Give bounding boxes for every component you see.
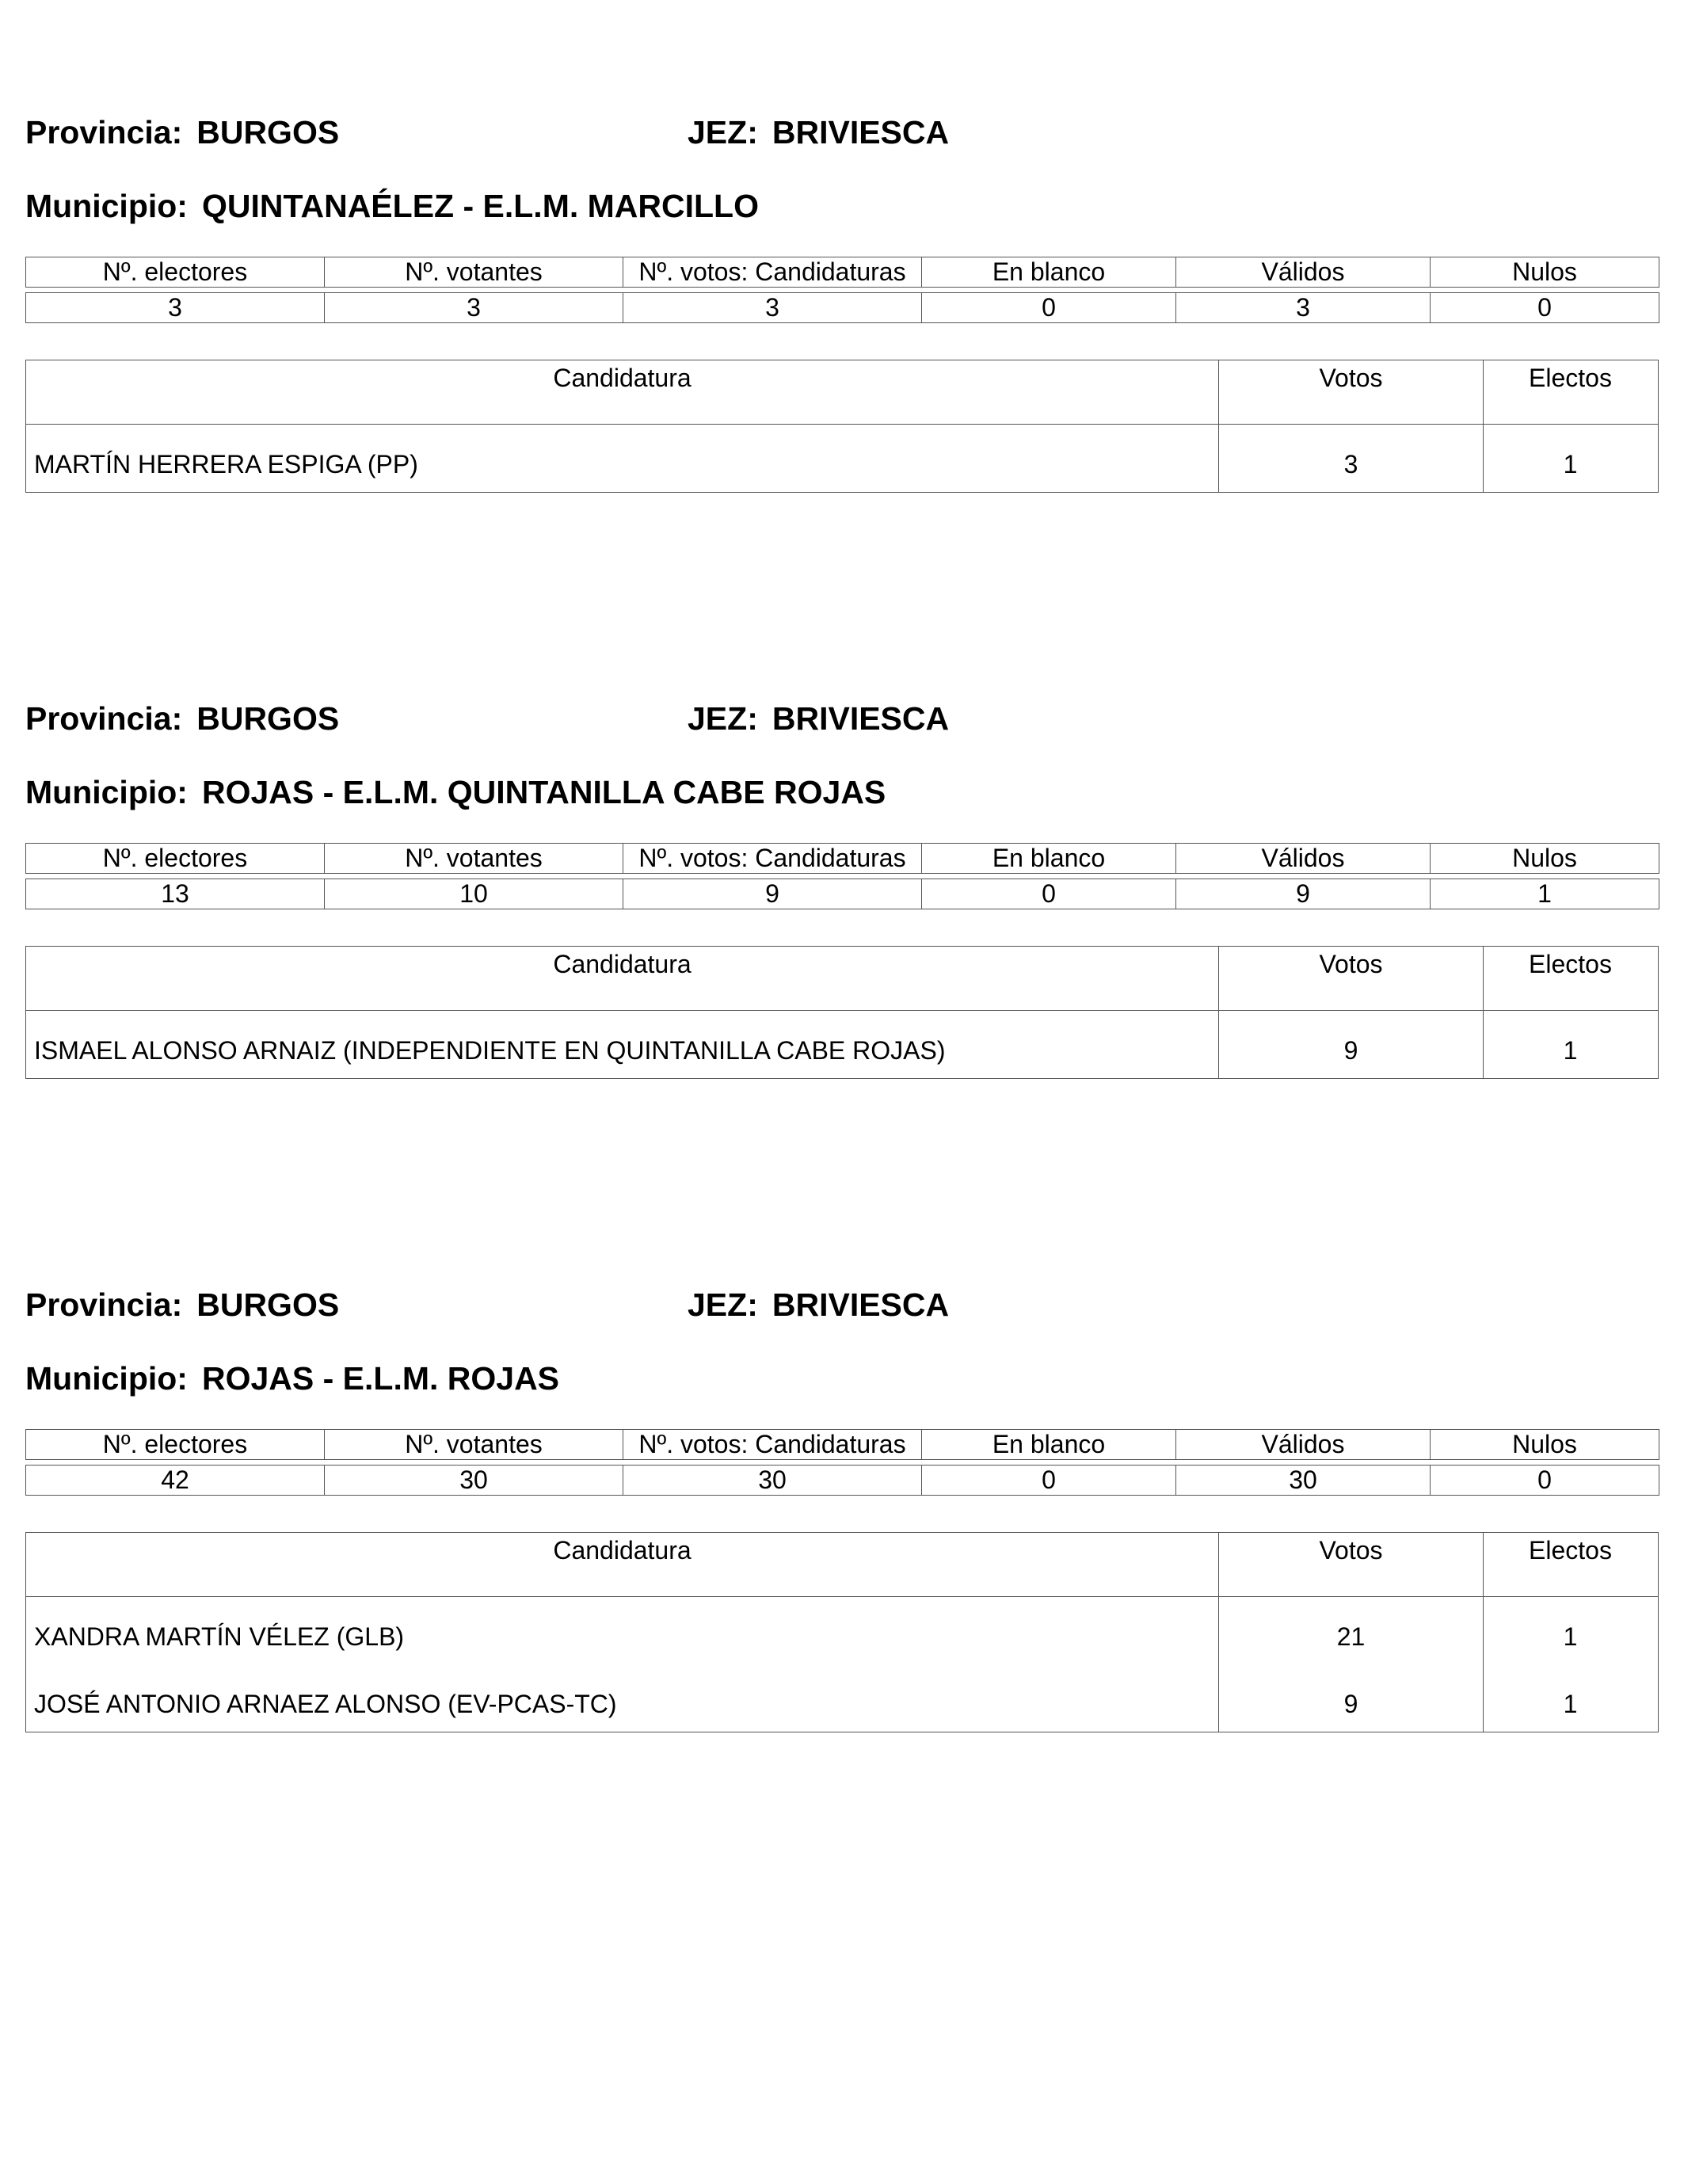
provincia-value: BURGOS <box>196 114 340 151</box>
en-blanco-value: 0 <box>922 879 1176 909</box>
candidate-votos: 21 <box>1218 1597 1483 1664</box>
candidate-votos: 3 <box>1218 425 1483 492</box>
stats-header-cell: Válidos <box>1176 1430 1431 1460</box>
electos-header: Electos <box>1483 1533 1657 1596</box>
votos-candidaturas-value: 9 <box>623 879 922 909</box>
candidate-row <box>26 1011 1658 1078</box>
provincia-label: Provincia: <box>25 1286 183 1323</box>
candidates-table <box>25 1532 1659 1732</box>
municipio-line <box>25 1360 560 1397</box>
candidatura-header: Candidatura <box>553 364 692 392</box>
electores-value: 42 <box>26 1466 325 1496</box>
candidate-row <box>26 1664 1658 1732</box>
stats-header-cell: Nº. votantes <box>325 257 623 288</box>
provincia-label: Provincia: <box>25 700 183 737</box>
candidates-header-row <box>26 360 1658 425</box>
stats-header-cell: Nulos <box>1431 1430 1659 1460</box>
validos-value: 9 <box>1176 879 1431 909</box>
electores-value: 13 <box>26 879 325 909</box>
candidate-name: XANDRA MARTÍN VÉLEZ (GLB) <box>34 1622 405 1651</box>
stats-header-cell: Nº. votantes <box>325 844 623 874</box>
stats-header-cell: Nº. electores <box>26 257 325 288</box>
jez-value: BRIVIESCA <box>772 1286 950 1323</box>
stats-header-cell: Nº. votos: Candidaturas <box>623 1430 922 1460</box>
candidate-electos: 1 <box>1483 1597 1657 1664</box>
electos-header: Electos <box>1483 947 1657 1010</box>
jez-value: BRIVIESCA <box>772 700 950 737</box>
candidatura-header: Candidatura <box>553 1536 692 1565</box>
stats-header-cell: En blanco <box>922 1430 1176 1460</box>
jez-line <box>688 1286 950 1323</box>
stats-header-cell: Nulos <box>1431 844 1659 874</box>
stats-header-cell: Nº. votos: Candidaturas <box>623 257 922 288</box>
en-blanco-value: 0 <box>922 1466 1176 1496</box>
votos-header: Votos <box>1218 360 1483 424</box>
en-blanco-value: 0 <box>922 293 1176 323</box>
provincia-line <box>25 700 340 737</box>
provincia-line <box>25 1286 340 1323</box>
municipio-value: ROJAS - E.L.M. QUINTANILLA CABE ROJAS <box>201 774 886 810</box>
stats-header-cell: Nº. electores <box>26 844 325 874</box>
stats-value-row <box>26 879 1659 909</box>
provincia-value: BURGOS <box>196 1286 340 1323</box>
stats-header-cell: Válidos <box>1176 257 1431 288</box>
municipio-value: ROJAS - E.L.M. ROJAS <box>201 1360 560 1397</box>
stats-table <box>25 257 1659 323</box>
stats-header-cell: En blanco <box>922 844 1176 874</box>
candidates-rows <box>26 1011 1658 1078</box>
candidate-name: ISMAEL ALONSO ARNAIZ (INDEPENDIENTE EN QUINTANILLA CABE ROJAS) <box>34 1036 946 1065</box>
municipio-label: Municipio: <box>25 1360 188 1397</box>
stats-header-cell: En blanco <box>922 257 1176 288</box>
candidatura-header: Candidatura <box>553 950 692 978</box>
stats-table <box>25 843 1659 909</box>
nulos-value: 0 <box>1431 293 1659 323</box>
municipio-value: QUINTANAÉLEZ - E.L.M. MARCILLO <box>201 188 759 224</box>
jez-line <box>688 116 949 149</box>
nulos-value: 1 <box>1431 879 1659 909</box>
candidates-rows <box>26 1597 1658 1732</box>
candidate-electos: 1 <box>1483 425 1657 492</box>
candidate-row <box>26 425 1658 492</box>
nulos-value: 0 <box>1431 1466 1659 1496</box>
votos-candidaturas-value: 3 <box>623 293 922 323</box>
votantes-value: 30 <box>325 1466 623 1496</box>
validos-value: 30 <box>1176 1466 1431 1496</box>
stats-header-cell: Nº. electores <box>26 1430 325 1460</box>
jez-label: JEZ: <box>688 114 758 151</box>
candidate-electos: 1 <box>1483 1664 1657 1732</box>
municipio-line <box>25 190 759 223</box>
stats-header-row <box>26 257 1659 288</box>
candidate-votos: 9 <box>1218 1664 1483 1732</box>
electos-header: Electos <box>1483 360 1657 424</box>
jez-value: BRIVIESCA <box>772 114 950 151</box>
stats-header-cell: Nulos <box>1431 257 1659 288</box>
candidates-header-row <box>26 1533 1658 1597</box>
stats-table <box>25 1429 1659 1496</box>
municipio-label: Municipio: <box>25 774 188 810</box>
jez-line <box>688 700 950 737</box>
municipio-label: Municipio: <box>25 188 188 224</box>
stats-header-row <box>26 844 1659 874</box>
candidate-row <box>26 1597 1658 1664</box>
votantes-value: 3 <box>325 293 623 323</box>
provincia-value: BURGOS <box>196 700 340 737</box>
provincia-label: Provincia: <box>25 114 183 151</box>
stats-header-cell: Nº. votos: Candidaturas <box>623 844 922 874</box>
validos-value: 3 <box>1176 293 1431 323</box>
votos-header: Votos <box>1218 1533 1483 1596</box>
stats-header-row <box>26 1430 1659 1460</box>
candidates-header-row <box>26 947 1658 1011</box>
candidates-table <box>25 946 1659 1079</box>
candidate-votos: 9 <box>1218 1011 1483 1078</box>
stats-value-row <box>26 1466 1659 1496</box>
candidate-name: MARTÍN HERRERA ESPIGA (PP) <box>34 450 418 478</box>
votantes-value: 10 <box>325 879 623 909</box>
stats-header-cell: Válidos <box>1176 844 1431 874</box>
candidates-rows <box>26 425 1658 492</box>
provincia-line <box>25 116 339 149</box>
municipio-line <box>25 776 886 809</box>
candidates-table <box>25 360 1659 493</box>
jez-label: JEZ: <box>688 700 758 737</box>
stats-value-row <box>26 293 1659 323</box>
votos-candidaturas-value: 30 <box>623 1466 922 1496</box>
candidate-name: JOSÉ ANTONIO ARNAEZ ALONSO (EV-PCAS-TC) <box>34 1690 617 1718</box>
candidate-electos: 1 <box>1483 1011 1657 1078</box>
electores-value: 3 <box>26 293 325 323</box>
stats-header-cell: Nº. votantes <box>325 1430 623 1460</box>
votos-header: Votos <box>1218 947 1483 1010</box>
jez-label: JEZ: <box>688 1286 758 1323</box>
